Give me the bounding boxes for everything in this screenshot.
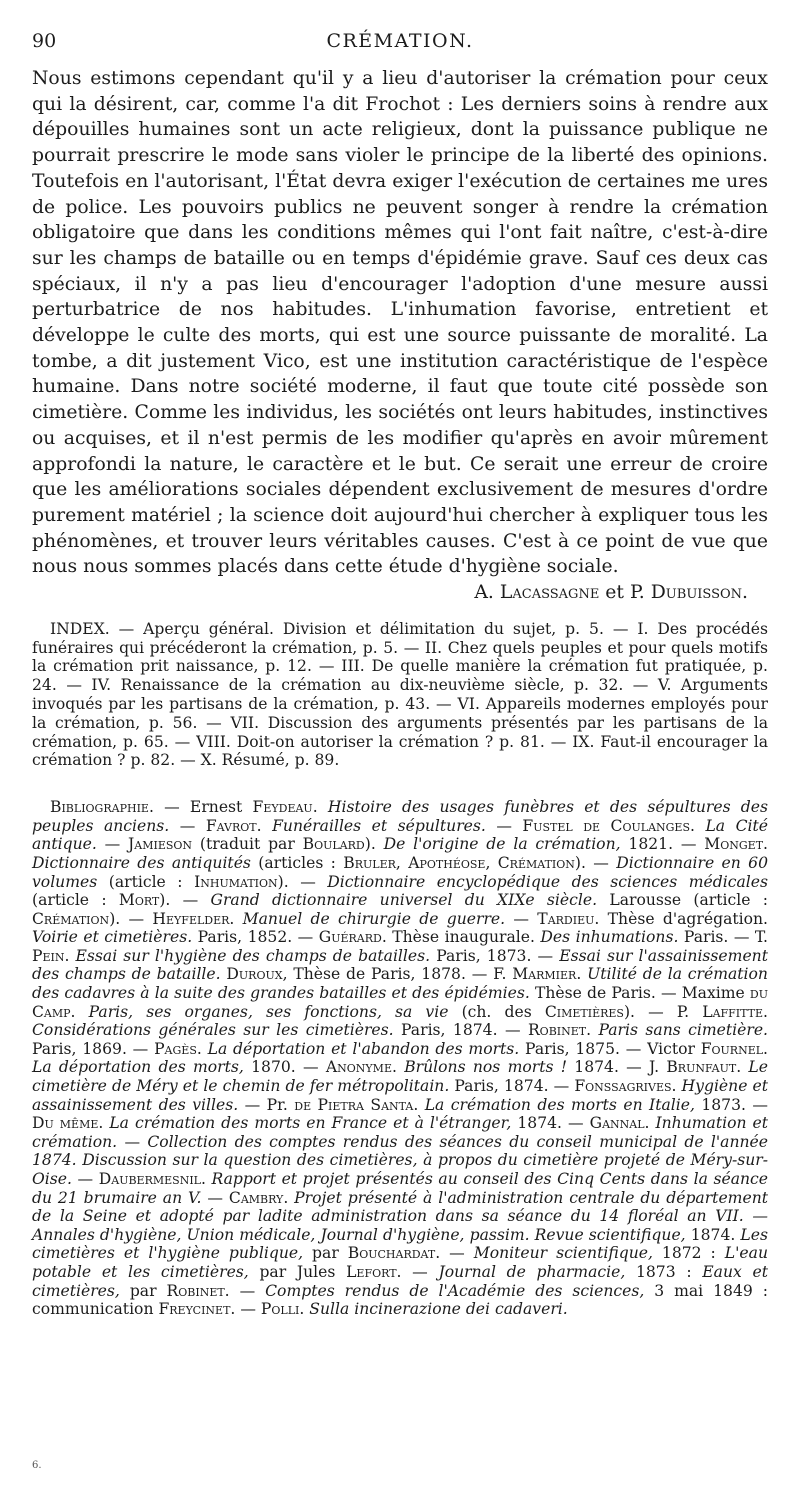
bib-author: Anonyme.: [325, 1058, 397, 1077]
bib-text: —: [201, 1188, 229, 1207]
bib-author: Cambry.: [228, 1188, 289, 1207]
bib-title: Manuel de chirurgie de guerre.: [234, 909, 506, 928]
bib-text: 1870. —: [243, 1058, 326, 1077]
bib-author: Pagès.: [154, 1039, 202, 1058]
page-header: [32, 30, 768, 56]
bib-article: Inhumation: [194, 872, 278, 891]
main-paragraph: Nous estimons cependant qu'il y a lieu d'autoriser la crémation pour ceux qui la désirent, car, comme l'a dit Frochot : Les derniers soins à rendre aux dépouilles humaines sont un acte religieux, dont la puissance publique ne pourrait prescrire le mode sans violer le principe de la liberté des opinions. Toutefois en l'autorisant, l'État devra exiger l'exécution de certaines me ures de police. Les pouvoirs publics ne peuvent songer à rendre la crémation obligatoire que dans les conditions mêmes qui l'ont fait naître, c'est-à-dire sur les champs de bataille ou en temps d'épidémie grave. Sauf ces deux cas spéciaux, il n'y a pas lieu d'encourager l'adoption d'une mesure aussi perturbatrice de nos habitudes. L'inhumation favorise, entretient et développe le culte des morts, qui est une source puissante de moralité. La tombe, a dit justement Vico, est une institution caractéristique de l'espèce humaine. Dans notre société moderne, il faut que toute cité possède son cimetière. Comme les individus, les sociétés ont leurs habitudes, instinctives ou acquises, et il n'est permis de les modifier qu'après en avoir mûrement approfondi la nature, le caractère et le but. Ce serait une erreur de croire que les améliorations sociales dépendent exclusivement de mesures d'ordre purement matériel ; la science doit aujourd'hui chercher à expliquer tous les phénomènes, et trouver leurs véritables causes. C'est à ce point de vue que nous nous sommes placés dans cette étude d'hygiène sociale.: [32, 68, 768, 578]
bib-title: Moniteur scientifique,: [473, 1244, 653, 1263]
bib-author: Monget.: [704, 835, 768, 854]
bib-text: Paris, 1875. — Victor: [519, 1039, 701, 1058]
bib-text: — Ernest: [153, 798, 253, 817]
bib-author: Tardieu.: [537, 909, 600, 928]
author-2-initial: P.: [629, 582, 645, 604]
bib-text: ). —: [109, 909, 153, 928]
bib-title: Sulla incinerazione dei cadaveri.: [304, 1300, 568, 1319]
bib-author: Duroux,: [226, 965, 288, 984]
author-1-name: Lacassagne: [499, 582, 600, 604]
bib-title: La déportation et l'abandon des morts.: [201, 1039, 520, 1058]
bib-text: par: [119, 1281, 167, 1300]
bib-article: Cimetières: [544, 1002, 624, 1021]
bib-title: Essai sur l'assainissement des champs de bataille.: [32, 946, 768, 984]
author-1-initial: A.: [474, 582, 494, 604]
bib-author: Robinet.: [527, 1021, 592, 1040]
bib-author: Favrot.: [205, 816, 262, 835]
bib-text: Larousse (article :: [597, 891, 768, 910]
bib-text: —: [96, 835, 129, 854]
bib-text: ). —: [159, 891, 211, 910]
bib-title: Dictionnaire encyclopédique des sciences médicales: [327, 872, 768, 891]
bib-title: Voirie et cimetières.: [32, 928, 193, 947]
bib-text: Paris. — T.: [678, 928, 768, 947]
bib-author: Du même.: [32, 1114, 104, 1133]
bib-text: (ch. des: [448, 1002, 545, 1021]
bib-title: Utilité de la crémation des cadavres à la suite des grandes batailles et des épidémies.: [32, 965, 768, 1003]
bib-title: Brûlons nos morts !: [396, 1058, 567, 1077]
bib-title: Histoire des usages funèbres et des sépultures des peuples anciens.: [32, 798, 768, 835]
bib-title: Grand dictionnaire universel du XIXe siècle.: [210, 891, 598, 910]
bib-text: (articles :: [250, 853, 344, 872]
bib-text: par: [303, 1244, 348, 1263]
bibliography-lead: Bibliographie.: [50, 798, 154, 817]
bib-title: Des inhumations.: [540, 928, 679, 947]
bib-title: Paris sans cimetière.: [591, 1021, 768, 1040]
bib-article: Bruler, Apothéose, Crémation: [343, 853, 575, 872]
bib-text: —: [505, 909, 538, 928]
bib-author: Freycinet.: [158, 1300, 236, 1319]
bib-text: Paris, 1852. —: [192, 928, 319, 947]
author-signature: [32, 580, 768, 606]
bib-text: Thèse d'agrégation.: [599, 909, 769, 928]
bib-author: du Camp.: [32, 984, 769, 1021]
bib-article: Crémation: [32, 909, 110, 928]
bib-text: —: [401, 1262, 439, 1281]
bib-text: 1873 :: [625, 1262, 703, 1281]
bib-text: —: [440, 1244, 474, 1263]
bib-text: —: [117, 1132, 148, 1151]
bib-title: La Cité antique.: [32, 816, 768, 854]
bib-text: —: [235, 1300, 261, 1319]
bib-article: Mort: [118, 891, 160, 910]
bib-author: de Pietra Santa.: [294, 1095, 419, 1114]
bib-text: Thèse inaugurale.: [386, 928, 541, 947]
footer-mark: 6.: [32, 1460, 42, 1471]
bib-text: ). — P.: [623, 1002, 703, 1021]
bib-text: Paris, 1874. —: [449, 1077, 575, 1096]
bib-title: La crémation des morts en France et à l'étranger,: [103, 1114, 512, 1133]
bib-text: —: [485, 816, 523, 835]
bib-author: Polli.: [260, 1300, 305, 1319]
bib-author: Fournel.: [700, 1039, 769, 1058]
bib-author: Daubermesnil.: [98, 1170, 206, 1189]
bib-author: Guérard.: [318, 928, 387, 947]
bib-text: —: [169, 816, 206, 835]
bib-title: De l'origine de la crémation,: [383, 835, 621, 854]
bib-author: Marmier.: [512, 965, 582, 984]
bib-text: (article :: [32, 891, 119, 910]
page-number: 90: [32, 30, 57, 52]
bib-title: Essai sur l'hygiène des champs de batailles.: [69, 946, 431, 965]
bib-title: Funérailles et sépultures.: [261, 816, 486, 835]
bib-title: Dictionnaire des antiquités: [32, 853, 251, 872]
bib-text: —: [229, 1281, 266, 1300]
bib-title: Inhumation et crémation.: [32, 1114, 769, 1151]
bib-text: ). —: [277, 872, 328, 891]
bib-text: 1874. — J.: [567, 1058, 667, 1077]
bib-author: Bouchardat.: [347, 1244, 441, 1263]
running-title: CRÉMATION.: [326, 30, 474, 52]
bib-text: (traduit par: [192, 835, 303, 854]
bib-text: Paris, 1869. —: [32, 1039, 155, 1058]
bib-author: Feydeau.: [252, 798, 318, 817]
bib-title: Dictionnaire en 60 volumes: [32, 853, 768, 891]
bib-author: Fustel de Coulanges.: [522, 816, 695, 835]
bib-author: Boulard: [302, 835, 365, 854]
bib-title: L'eau potable et les cimetières,: [32, 1244, 768, 1281]
bib-author: Fonssagrives.: [574, 1077, 677, 1096]
bib-text: Thèse de Paris. — Maxime: [529, 984, 750, 1003]
bib-text: — Pr.: [238, 1095, 295, 1114]
bib-author: Brunfaut.: [666, 1058, 742, 1077]
bib-text: 3 mai 1849 : communication: [32, 1281, 768, 1319]
bib-title: Rapport et projet présentés au conseil des Cinq Cents dans la séance du 21 brumaire an V.: [32, 1170, 769, 1207]
bib-title: Comptes rendus de l'Académie des sciences,: [265, 1281, 645, 1300]
bib-title: Projet présenté à l'administration centrale du département de la Seine et adopté par ladite administration dans sa séance du 14 floréal an VII. — Annales d'hygiène, Union médicale, Journal d'hygiène, passim. Revue scientifique,: [32, 1188, 768, 1244]
author-2-name: Dubuisson.: [650, 582, 748, 604]
bib-title: Le cimetière de Méry et le chemin de fer métropolitain.: [32, 1058, 769, 1096]
index-section: INDEX. — Aperçu général. Division et délimitation du sujet, p. 5. — I. Des procédés funéraires qui précéderont la crémation, p. 5. — II. Chez quels peuples et pour quels motifs la crémation prit naissance, p. 12. — III. De quelle manière la crémation fut pratiquée, p. 24. — IV. Renaissance de la crémation au dix-neuvième siècle, p. 32. — V. Arguments invoqués par les partisans de la crémation, p. 43. — VI. Appareils modernes employés pour la crémation, p. 56. — VII. Discussion des arguments présentés par les partisans de la crémation, p. 65. — VIII. Doit-on autoriser la crémation ? p. 81. — IX. Faut-il encourager la crémation ? p. 82. — X. Résumé, p. 89.: [32, 619, 768, 770]
bib-text: 1872 :: [652, 1244, 725, 1263]
bib-text: (article :: [97, 872, 195, 891]
bib-title: La crémation des morts en Italie,: [418, 1095, 695, 1114]
bib-text: 1873. —: [694, 1095, 769, 1114]
bib-text: 1874. —: [511, 1114, 590, 1133]
bib-title: Collection des comptes rendus des séances du conseil municipal de l'année 1874. Discussion sur la question des cimetières, à propos du cimetière projeté de Méry-sur-Oise.: [32, 1132, 768, 1189]
bib-author: Robinet.: [166, 1281, 230, 1300]
bib-text: par Jules: [248, 1262, 347, 1281]
bib-title: Journal de pharmacie,: [438, 1262, 626, 1281]
bibliography-section: [32, 798, 768, 1319]
bib-title: Eaux et cimetières,: [32, 1262, 768, 1300]
bib-author: Gannal.: [589, 1114, 650, 1133]
bib-text: 1874.: [685, 1225, 741, 1244]
bib-text: Paris, 1873. —: [430, 946, 560, 965]
bib-title: Les cimetières et l'hygiène publique,: [32, 1225, 768, 1263]
bib-text: ).: [364, 835, 384, 854]
bib-author: Lefort.: [346, 1262, 402, 1281]
bib-author: Pein.: [32, 946, 70, 965]
bib-author: Laffitte.: [702, 1002, 768, 1021]
bib-title: Paris, ses organes, ses fonctions, sa vie: [75, 1002, 449, 1021]
bib-title: Considérations générales sur les cimetières.: [32, 1021, 394, 1040]
author-join: et: [605, 582, 624, 604]
bib-text: 1821. —: [620, 835, 705, 854]
bib-title: Hygiène et assainissement des villes.: [32, 1077, 768, 1114]
bib-text: ). —: [574, 853, 617, 872]
bib-text: Paris, 1874. —: [393, 1021, 528, 1040]
bib-title: La déportation des morts,: [32, 1058, 244, 1077]
bib-text: Thèse de Paris, 1878. — F.: [287, 965, 513, 984]
bib-text: —: [71, 1170, 99, 1189]
bib-author: Heyfelder.: [152, 909, 235, 928]
bib-author: Jamieson: [128, 835, 193, 854]
